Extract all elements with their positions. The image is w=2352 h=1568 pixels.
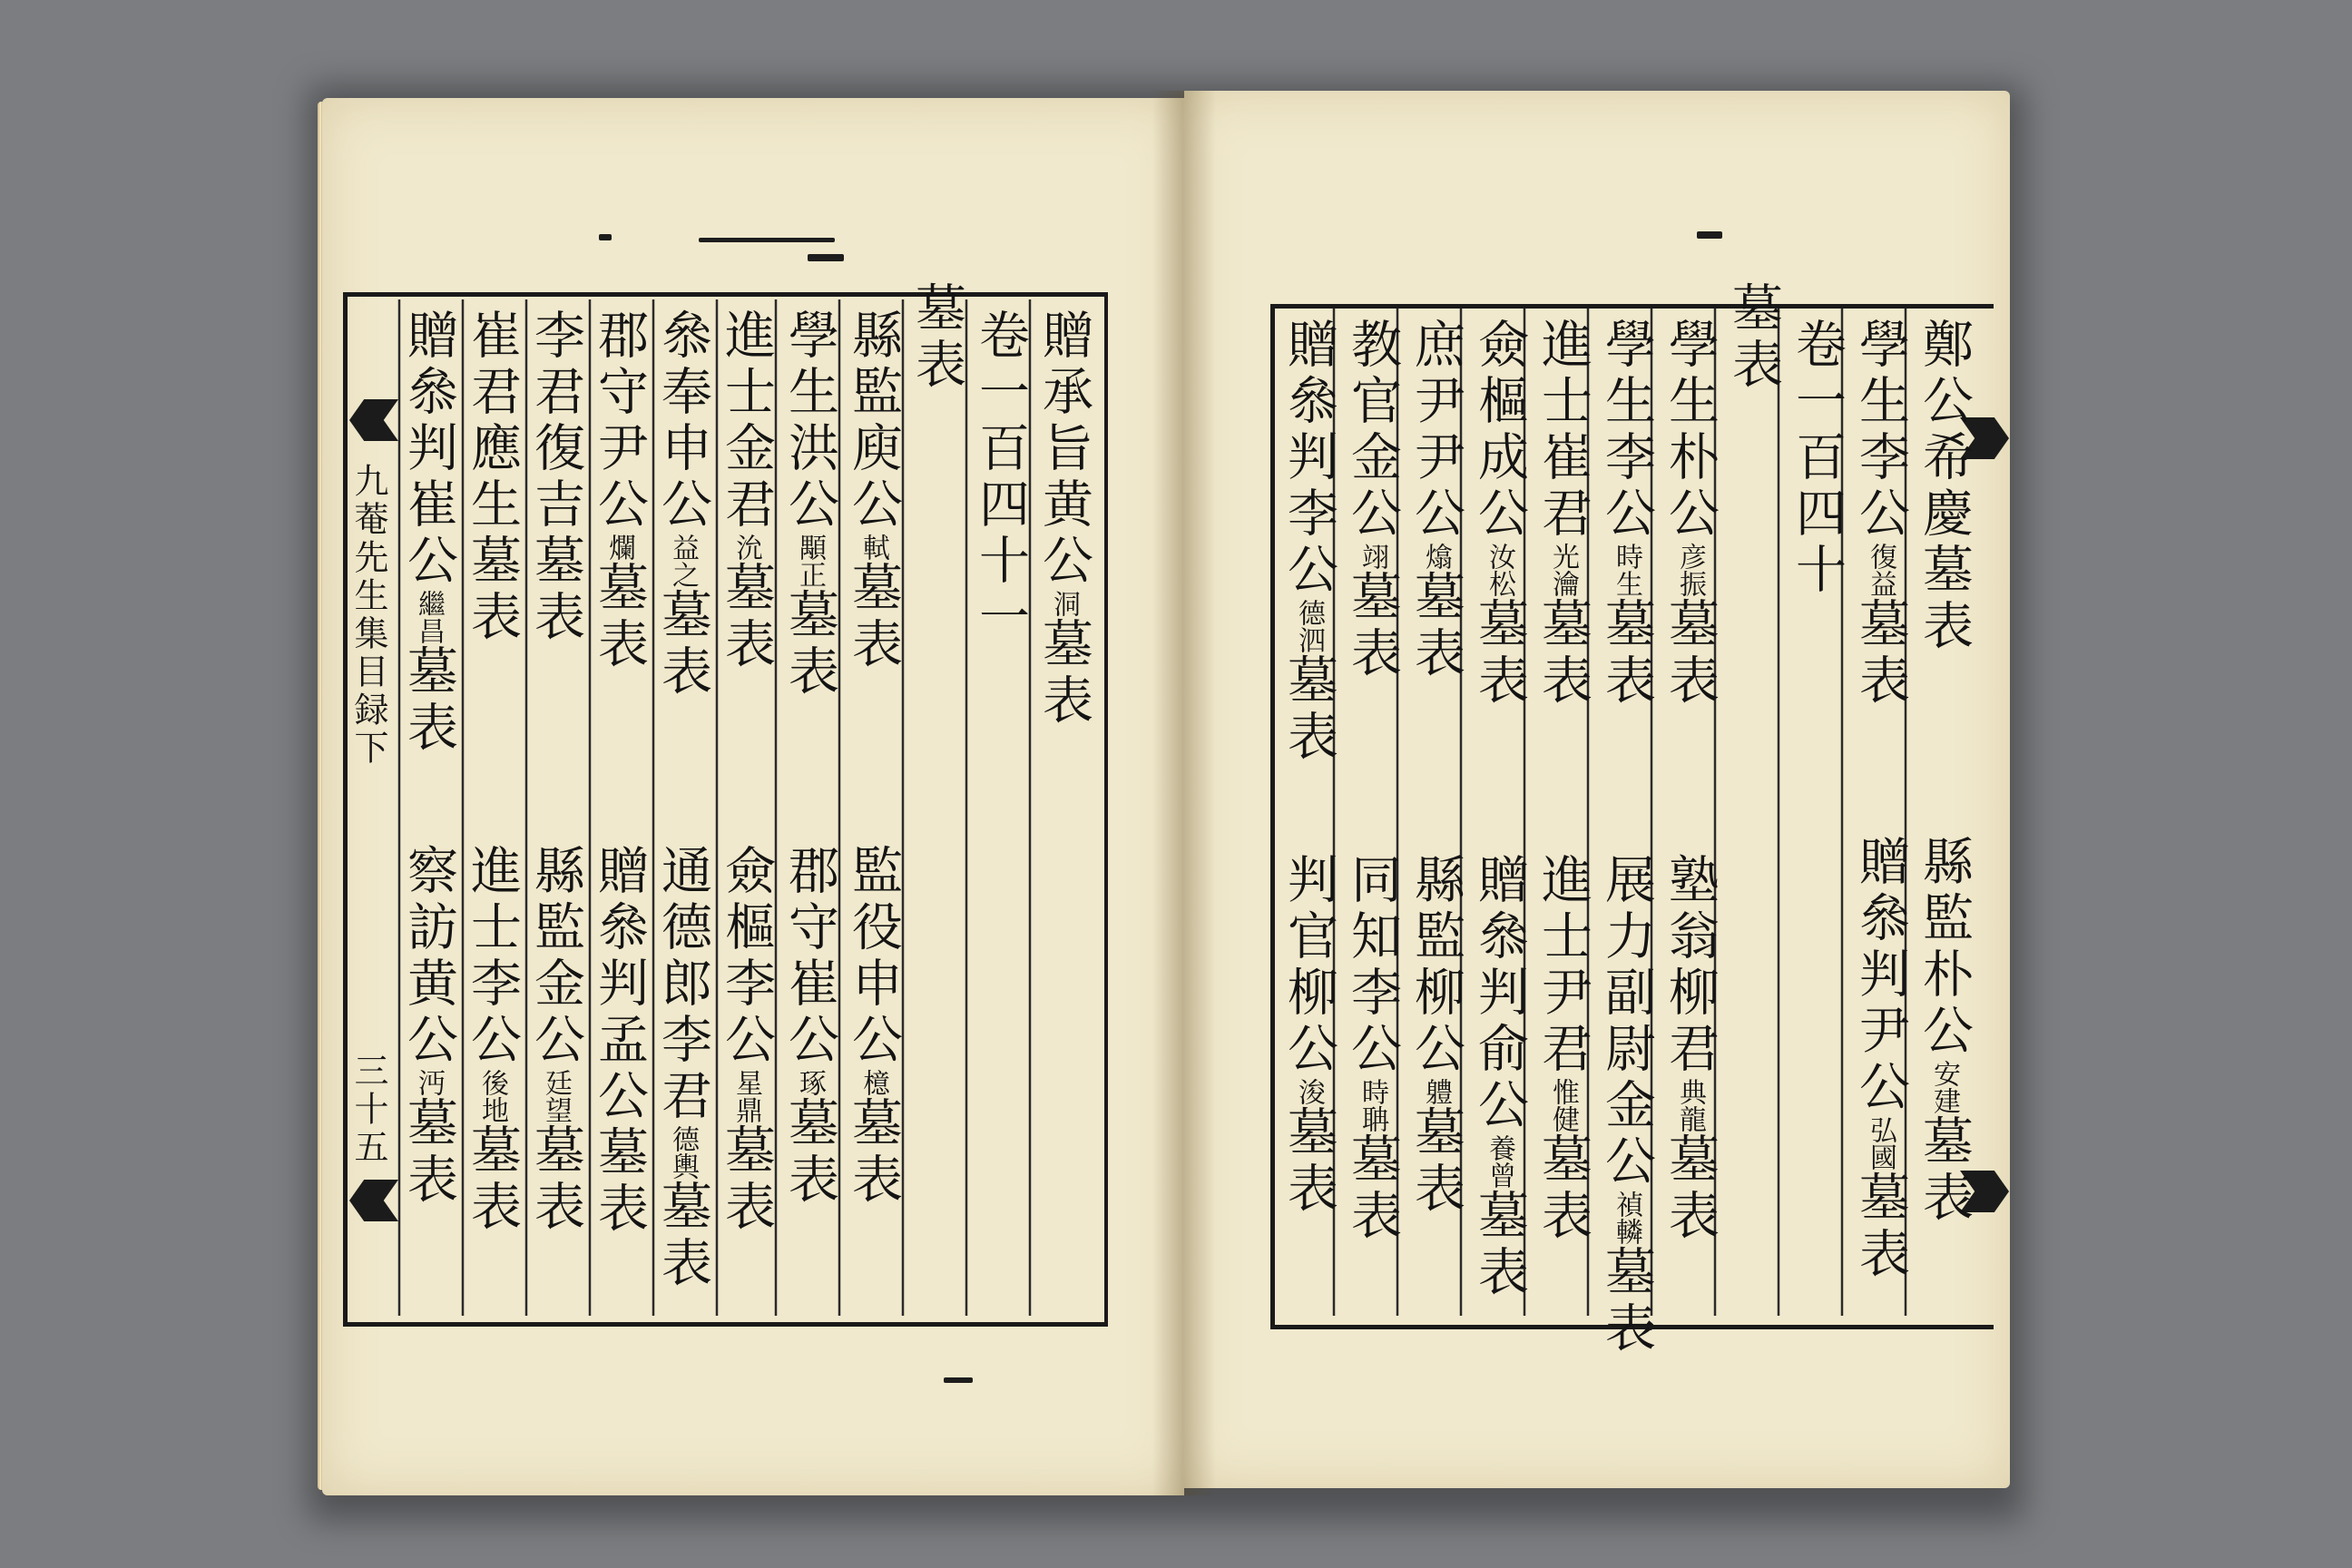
column-text: 崔君應生墓表 [463,309,522,646]
column-text: 同知李公 [1343,853,1402,1078]
column-text: 時聃 [1357,1078,1388,1132]
column-text: 縣監朴公 [1915,835,1974,1060]
column-text: 進士崔君 [1534,318,1592,543]
text-column [1534,318,1592,710]
text-column [590,844,648,1238]
text-column [1470,853,1528,1301]
text-column [1915,835,1973,1227]
column-text: 贈叅判孟公 [590,844,649,1125]
column-text: 贈承旨黄公 [1034,309,1093,590]
column-text: 墓表 [1661,1132,1720,1245]
text-column [1661,318,1719,710]
text-column [526,844,584,1236]
text-column [1724,281,1782,394]
column-text: 卷一百四十 [1788,318,1847,599]
text-column [1279,853,1338,1218]
text-column [653,844,711,1292]
column-text: 墓表 [1915,1114,1974,1227]
text-column [717,844,775,1236]
column-text: 廷望 [540,1069,572,1123]
column-text: 時生 [1611,543,1642,597]
column-text: 贈叅判俞公 [1470,853,1529,1134]
column-text: 墓表 [1851,597,1910,710]
column-text: 贈叅判崔公 [399,309,458,590]
column-text: 學生朴公 [1661,318,1720,543]
column-text: 墓表 [1279,1105,1338,1218]
column-text: 墓表 [399,1096,458,1209]
text-column [1343,853,1401,1245]
column-text: 墓表 [717,561,776,673]
text-column [399,309,457,757]
column-text: 郡守尹公 [590,309,649,534]
column-text: 弘國 [1865,1116,1896,1171]
column-text: 李君復吉墓表 [526,309,585,646]
column-text: 軾 [858,534,889,561]
column-text: 墓表 [1343,1132,1402,1245]
column-text: 墓表 [399,644,458,757]
column-text: 養曾 [1484,1134,1515,1189]
column-text: 學生洪公 [780,309,839,534]
column-text: 典龍 [1674,1078,1706,1132]
text-column [590,309,648,673]
column-text: 墓表 [1597,597,1656,710]
column-text: 鄭公希慶墓表 [1915,318,1974,655]
column-text: 復益 [1865,543,1896,597]
column-text: 墓表 [844,561,903,673]
text-column [1406,318,1465,682]
text-column [1851,318,1909,710]
column-text: 進士尹君 [1534,853,1592,1078]
column-text: 沇 [730,534,762,561]
text-column [1597,318,1655,710]
column-text: 益之 [667,534,699,588]
column-text: 墓表 [1724,281,1783,394]
column-text: 縣監柳公 [1406,853,1465,1078]
text-column [463,844,521,1236]
column-text: 安建 [1928,1060,1960,1114]
column-text: 後地 [476,1069,508,1123]
column-text: 僉樞成公 [1470,318,1529,543]
column-text: 墓表 [1534,1132,1592,1245]
column-text: 卷一百四十一 [971,309,1030,646]
text-column [907,281,965,394]
column-text: 庶尹尹公 [1406,318,1465,543]
text-column [780,844,838,1209]
column-text: 塾翁柳君 [1661,853,1720,1078]
text-column [1534,853,1592,1245]
column-text: 墓表 [1034,617,1093,730]
column-text: 墓表 [1661,597,1720,710]
text-column [1279,318,1338,766]
column-text: 熻 [1420,543,1452,570]
column-text: 學生李公 [1851,318,1910,543]
column-text: 叅奉申公 [653,309,712,534]
text-column [1034,309,1093,730]
column-text: 墓表 [1851,1171,1910,1283]
column-text: 墓表 [844,1096,903,1209]
column-text: 沔 [413,1069,445,1096]
book-title-margin: 九菴先生集目録下 [348,463,388,768]
text-column [1851,835,1909,1283]
text-column [844,309,902,673]
column-text: 墓表 [1406,1105,1465,1218]
column-text: 翊 [1357,543,1388,570]
column-text: 墓表 [1406,570,1465,682]
column-text: 贈叅判李公 [1279,318,1338,599]
column-text: 墓表 [1279,653,1338,766]
column-text: 進士金君 [717,309,776,534]
text-column [1470,318,1528,710]
column-text: 星鼎 [730,1069,762,1123]
column-text: 檍 [858,1069,889,1096]
column-text: 監役申公 [844,844,903,1069]
text-column [1788,318,1846,599]
column-text: 墓表 [1470,1189,1529,1301]
column-text: 彦振 [1674,543,1706,597]
column-text: 爛 [603,534,635,561]
column-text: 墓表 [590,561,649,673]
column-text: 墓表 [526,1123,585,1236]
column-text: 察訪黄公 [399,844,458,1069]
column-text: 縣監金公 [526,844,585,1069]
column-text: 墓表 [717,1123,776,1236]
column-text: 墓表 [653,588,712,701]
column-text: 墓表 [907,281,966,394]
column-text: 墓表 [1470,597,1529,710]
column-text: 教官金公 [1343,318,1402,543]
column-text: 德泗 [1293,599,1325,653]
column-text: 墓表 [1597,1245,1656,1357]
column-text: 繼昌 [413,590,445,644]
column-text: 贈叅判尹公 [1851,835,1910,1116]
column-text: 顒正 [794,534,826,588]
column-text: 墓表 [1343,570,1402,682]
column-text: 浚 [1293,1078,1325,1105]
text-column [844,844,902,1209]
text-column [653,309,711,701]
text-column [780,309,838,701]
column-text: 進士李公 [463,844,522,1069]
page-number-margin: 三十五 [348,1053,388,1167]
column-text: 通德郎李君 [653,844,712,1125]
text-column [1597,853,1655,1357]
column-text: 判官柳公 [1279,853,1338,1078]
column-text: 墓表 [590,1125,649,1238]
column-text: 僉樞李公 [717,844,776,1069]
text-column [717,309,775,673]
column-text: 軆 [1420,1078,1452,1105]
text-column [399,844,457,1209]
column-text: 墓表 [780,1096,839,1209]
text-column [1406,853,1465,1218]
column-text: 惟健 [1547,1078,1579,1132]
text-column [526,309,584,646]
text-column [1661,853,1719,1245]
column-text: 縣監庾公 [844,309,903,534]
column-text: 郡守崔公 [780,844,839,1069]
text-column [1343,318,1401,682]
text-column [971,309,1029,646]
column-text: 學生李公 [1597,318,1656,543]
column-text: 墓表 [1534,597,1592,710]
column-text: 墓表 [653,1180,712,1292]
column-text: 琢 [794,1069,826,1096]
column-text: 禎轔 [1611,1191,1642,1245]
column-text: 墓表 [780,588,839,701]
text-column [463,309,521,646]
column-text: 光瀹 [1547,543,1579,597]
column-text: 展力副尉金公 [1597,853,1656,1191]
column-text: 汝松 [1484,543,1515,597]
column-text: 墓表 [463,1123,522,1236]
column-text: 洞 [1048,590,1080,617]
text-column [1915,318,1973,655]
column-text: 德輿 [667,1125,699,1180]
